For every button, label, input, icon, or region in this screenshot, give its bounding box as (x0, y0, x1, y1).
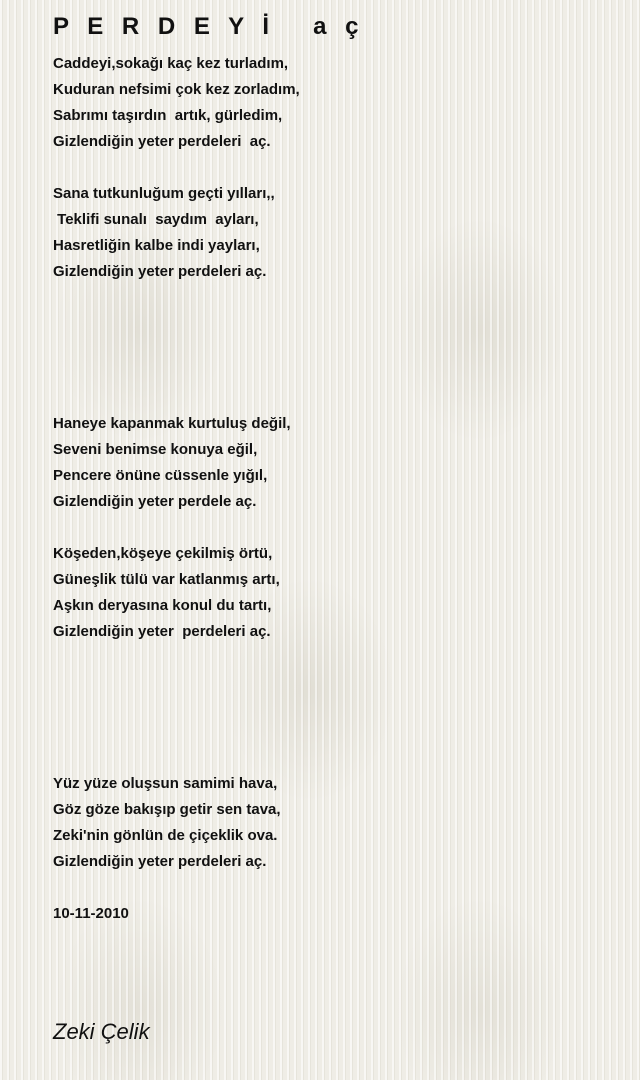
poem-line: Gizlendiğin yeter perdeleri aç. (53, 623, 271, 640)
poem-line: Sabrımı taşırdın artık, gürledim, (53, 107, 283, 124)
poem-date: 10-11-2010 (53, 905, 129, 922)
poem-author: Zeki Çelik (53, 1019, 150, 1044)
stanza-2 (53, 181, 275, 285)
poem-line: Seveni benimse konuya eğil, (53, 441, 258, 458)
stanza-3 (53, 411, 291, 515)
poem-line: Caddeyi,sokağı kaç kez turladım, (53, 55, 289, 72)
poem-line: Sana tutkunluğum geçti yılları,, (53, 185, 275, 202)
poem-line: Haneye kapanmak kurtuluş değil, (53, 415, 291, 432)
poem-line: Pencere önüne cüssenle yığıl, (53, 467, 268, 484)
stanza-4 (53, 541, 280, 645)
poem-line: Yüz yüze oluşsun samimi hava, (53, 775, 278, 792)
poem-line: Köşeden,köşeye çekilmiş örtü, (53, 545, 273, 562)
poem-line: Kuduran nefsimi çok kez zorladım, (53, 81, 300, 98)
poem-line: Göz göze bakışıp getir sen tava, (53, 801, 281, 818)
poem-title: P E R D E Y İ a ç (53, 13, 365, 40)
poem-line: Gizlendiğin yeter perdeleri aç. (53, 853, 267, 870)
poem-line: Gizlendiğin yeter perdeleri aç. (53, 263, 267, 280)
poem-line: Gizlendiğin yeter perdele aç. (53, 493, 257, 510)
poem-line: Zeki'nin gönlün de çiçeklik ova. (53, 827, 278, 844)
poem-line: Güneşlik tülü var katlanmış artı, (53, 571, 280, 588)
poem-line: Hasretliğin kalbe indi yayları, (53, 237, 260, 254)
stanza-5 (53, 771, 281, 875)
poem-line: Gizlendiğin yeter perdeleri aç. (53, 133, 271, 150)
poem-line: Aşkın deryasına konul du tartı, (53, 597, 272, 614)
stanza-1 (53, 51, 300, 155)
poem-line: Teklifi sunalı saydım ayları, (53, 211, 259, 228)
